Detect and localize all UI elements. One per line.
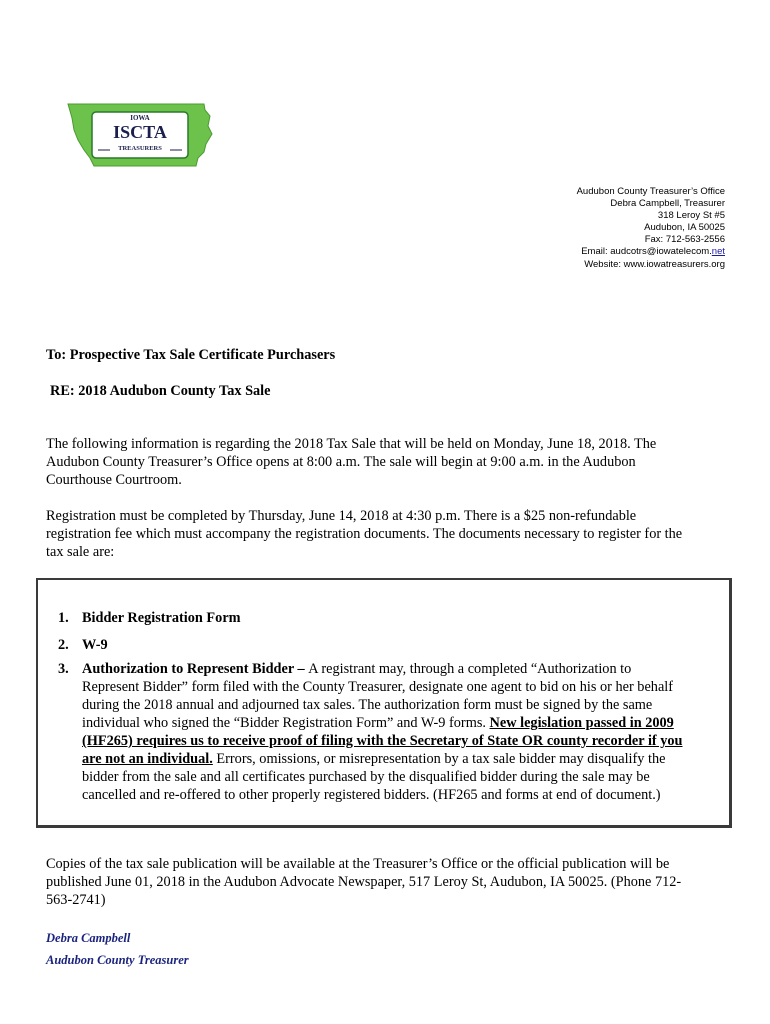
to-line: To: Prospective Tax Sale Certificate Purchasers xyxy=(46,347,336,363)
legislation-emphasis: New legislation passed in 2009 xyxy=(489,715,674,731)
para3-line: 563-2741) xyxy=(46,891,106,908)
para2-line: registration fee which must accompany the registration documents. The documents necessary to register for the xyxy=(46,525,683,542)
paragraph-registration xyxy=(46,508,736,561)
para1-line: Audubon County Treasurer’s Office opens at 8:00 a.m. The sale will begin at 9:00 a.m. in the Audubon xyxy=(46,453,636,470)
treasurer-name: Debra Campbell, Treasurer xyxy=(610,198,725,210)
list-label: Authorization to Represent Bidder xyxy=(82,661,294,677)
paragraph-publication xyxy=(46,856,736,909)
re-line: RE: 2018 Audubon County Tax Sale xyxy=(50,383,271,399)
required-documents-box xyxy=(36,578,732,828)
item3-line: cancelled and re-offered to other properly registered bidders. (HF265 and forms at end of document.) xyxy=(82,787,661,803)
email-link[interactable]: net xyxy=(711,246,725,258)
para1-line: The following information is regarding the 2018 Tax Sale that will be held on Monday, June 18, 2018. The xyxy=(46,436,657,452)
list-number: 2. xyxy=(58,637,69,653)
office-fax: Fax: 712-563-2556 xyxy=(644,234,725,246)
signature-name: Debra Campbell xyxy=(46,931,131,945)
legislation-emphasis: are not an individual. xyxy=(82,751,213,767)
para1-line: Courthouse Courtroom. xyxy=(46,471,182,488)
office-address-block xyxy=(577,186,725,271)
office-name: Audubon County Treasurer’s Office xyxy=(576,186,725,197)
office-website[interactable]: Website: www.iowatreasurers.org xyxy=(584,258,725,270)
item3-line: during the 2018 annual and adjourned tax sales. The authorization form must be signed by the same xyxy=(82,697,653,713)
list-item-body xyxy=(82,660,683,804)
para2-line: tax sale are: xyxy=(46,543,115,560)
signature-title: Audubon County Treasurer xyxy=(46,953,189,967)
logo-main-text: ISCTA xyxy=(113,122,167,142)
label-dash: – xyxy=(293,661,309,677)
item3-line: Represent Bidder” form filed with the County Treasurer, designate one agent to bid on his or her behalf xyxy=(82,679,674,695)
list-label: W-9 xyxy=(82,637,108,653)
logo-top-text: IOWA xyxy=(130,114,150,122)
item3-line: A registrant may, through a completed “Authorization to xyxy=(308,661,632,677)
item3-line: Errors, omissions, or misrepresentation by a tax sale bidder may disqualify the xyxy=(212,751,666,767)
list-number: 1. xyxy=(58,610,69,626)
office-email xyxy=(577,246,725,258)
iscta-logo xyxy=(64,100,214,168)
office-city: Audubon, IA 50025 xyxy=(644,222,725,234)
para3-line: Copies of the tax sale publication will be available at the Treasurer’s Office or the official publication will be xyxy=(46,856,670,872)
email-prefix: Email: audcotrs@iowatelecom. xyxy=(581,246,712,258)
item3-line: individual who signed the “Bidder Registration Form” and W-9 forms. xyxy=(82,715,490,731)
para2-line: Registration must be completed by Thursday, June 14, 2018 at 4:30 p.m. There is a $25 non-refundable xyxy=(46,508,637,524)
list-label: Bidder Registration Form xyxy=(82,610,241,626)
paragraph-sale-info xyxy=(46,436,736,489)
legislation-emphasis: (HF265) requires us to receive proof of filing with the Secretary of State OR county recorder if you xyxy=(82,733,683,749)
office-street: 318 Leroy St #5 xyxy=(657,210,725,222)
list-number: 3. xyxy=(58,661,69,677)
item3-line: bidder from the sale and all certificates purchased by the disqualified bidder during the sale may be xyxy=(82,769,650,785)
para3-line: published June 01, 2018 in the Audubon Advocate Newspaper, 517 Leroy St, Audubon, IA 50025. (Phone 712- xyxy=(46,873,682,890)
logo-bottom-text: TREASURERS xyxy=(118,145,162,152)
